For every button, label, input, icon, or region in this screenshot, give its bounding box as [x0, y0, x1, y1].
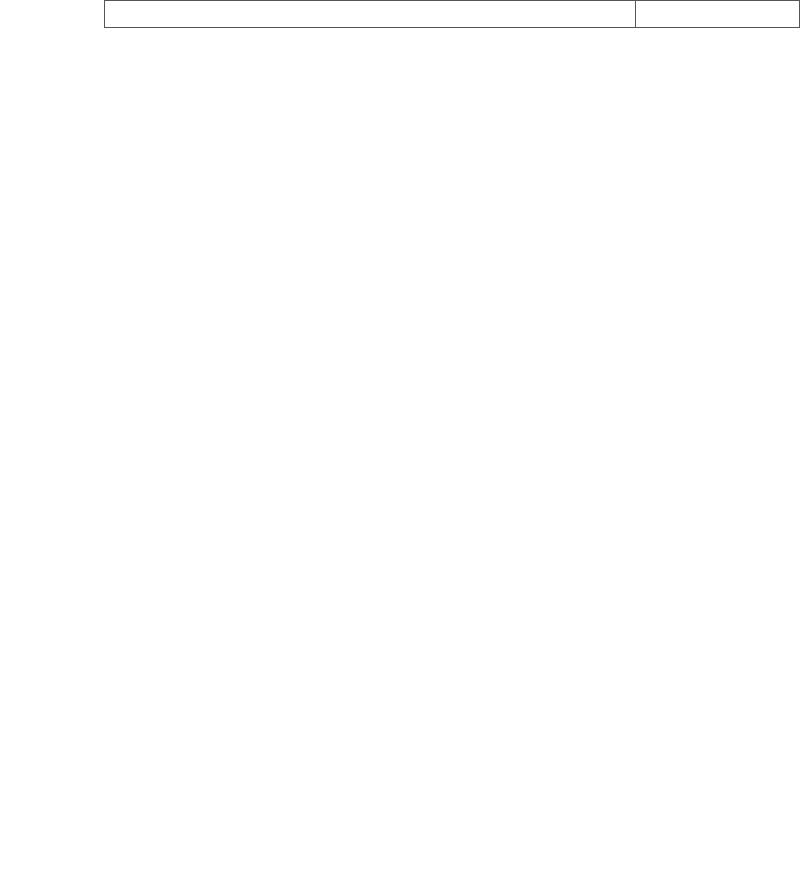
header-activity: [104, 0, 636, 28]
header-speakers: [635, 0, 800, 28]
